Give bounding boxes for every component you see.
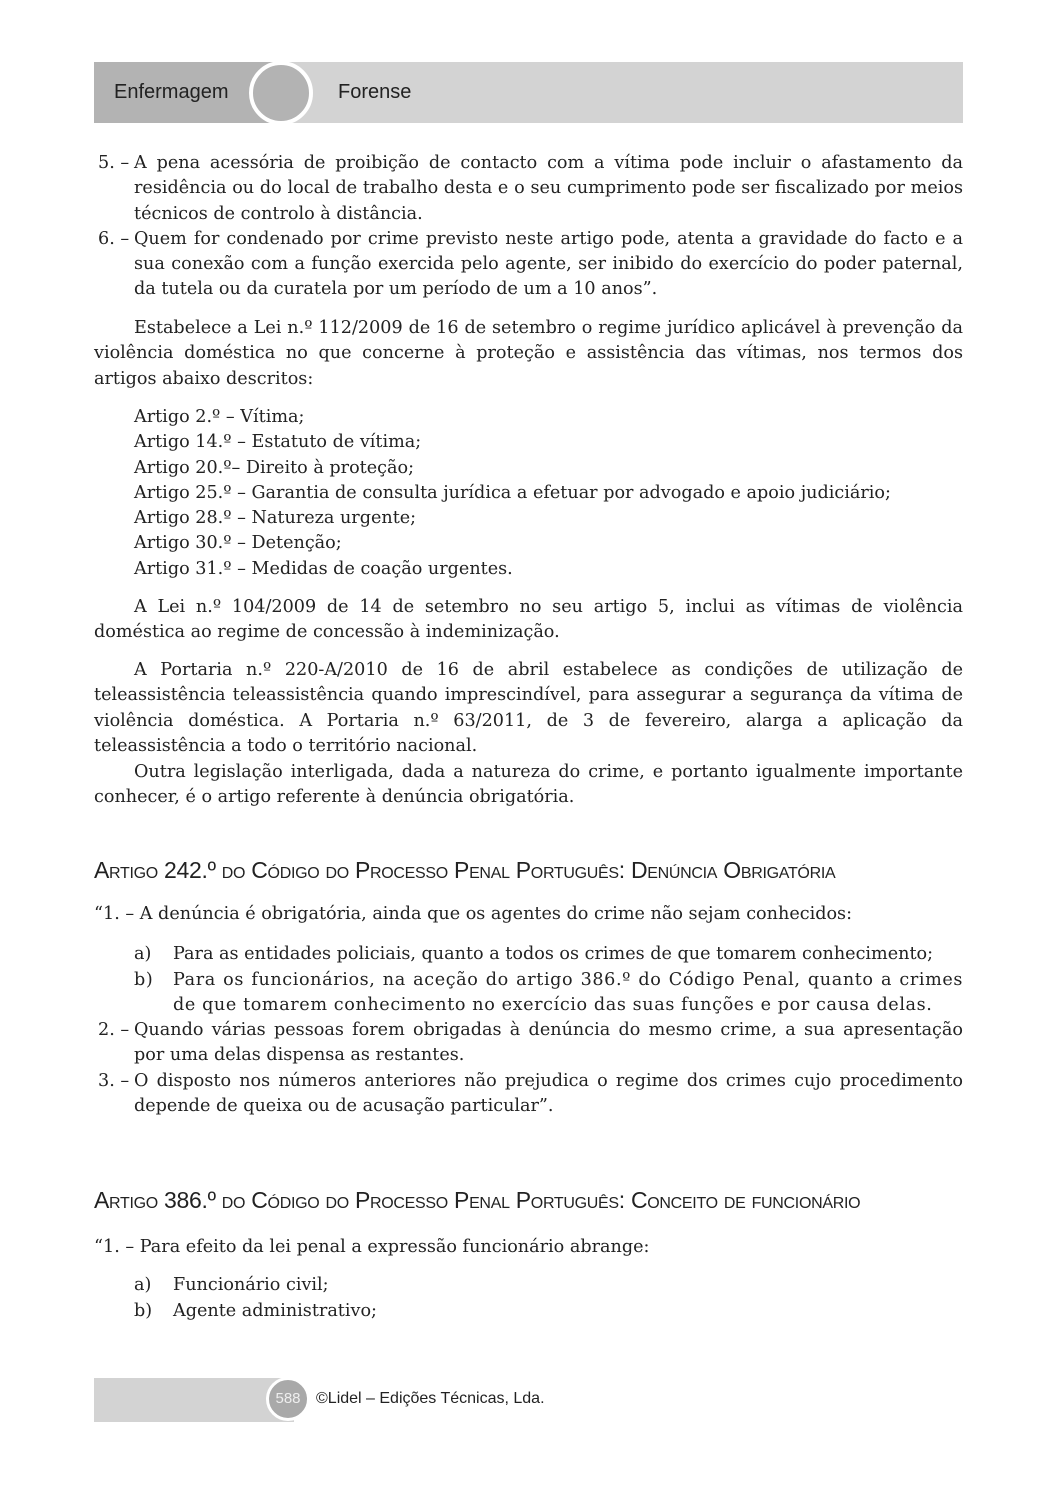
sub-item — [94, 1299, 963, 1324]
item-text: A pena acessória de proibição de contacto com a vítima pode incluir o afastamento da residência ou do local de trabalho desta e o seu cumprimento pode ser fiscalizado por meios técnicos de controlo à distância. — [134, 153, 963, 224]
item-number: 2. – — [98, 1020, 130, 1041]
paragraph: A Portaria n.º 220-A/2010 de 16 de abril estabelece as condições de utilização de teleassistência teleassistência quando imprescindível, para assegurar a segurança da vítima de violência doméstica. A Portaria n.º 63/2011, de 3 de fevereiro, alarga a aplicação da teleassistência a todo o território nacional. — [94, 660, 963, 756]
sub-item — [94, 968, 963, 1019]
sub-text: Agente administrativo; — [173, 1300, 377, 1321]
sub-letter: a) — [134, 1275, 152, 1296]
quote-intro: “1. – A denúncia é obrigatória, ainda que os agentes do crime não sejam conhecidos: — [94, 904, 853, 924]
sub-letter: b) — [134, 1300, 153, 1321]
sub-letter: b) — [134, 969, 154, 990]
section-heading: Artigo 386.º do Código do Processo Penal Português: Conceito de funcionário — [94, 1187, 861, 1213]
artigo-item: Artigo 14.º – Estatuto de vítima; — [134, 432, 422, 453]
section-body — [94, 1235, 963, 1324]
running-header — [94, 62, 963, 123]
header-book-title-left: Enfermagem — [114, 81, 229, 103]
artigo-item: Artigo 28.º – Natureza urgente; — [134, 508, 417, 529]
paragraph: Estabelece a Lei n.º 112/2009 de 16 de setembro o regime jurídico aplicável à prevenção da violência doméstica no que concerne à proteção e assistência das vítimas, nos termos dos artigos abaixo descritos: — [94, 318, 963, 389]
sub-item — [94, 1273, 963, 1298]
artigo-item: Artigo 20.º– Direito à proteção; — [134, 457, 415, 478]
page-number: 588 — [266, 1377, 310, 1421]
sub-text: Para os funcionários, na aceção do artigo 386.º do Código Penal, quanto a crimes de que tomarem conhecimento no exercício das suas funções e por causa delas. — [173, 969, 963, 1015]
section-heading: Artigo 242.º do Código do Processo Penal Português: Denúncia Obrigatória — [94, 857, 836, 883]
list-item — [94, 1069, 963, 1120]
item-number: 3. – — [98, 1070, 130, 1091]
item-text: Quem for condenado por crime previsto neste artigo pode, atenta a gravidade do facto e a sua conexão com a função exercida pelo agente, ser inibido do exercício do poder paternal, da tutela ou da curatela por um período de um a 10 anos”. — [134, 228, 963, 300]
paragraph: Outra legislação interligada, dada a natureza do crime, e portanto igualmente importante conhecer, é o artigo referente à denúncia obrigatória. — [94, 762, 963, 808]
sub-text: Funcionário civil; — [173, 1275, 329, 1296]
artigo-item: Artigo 31.º – Medidas de coação urgentes. — [134, 558, 513, 579]
paragraph: A Lei n.º 104/2009 de 14 de setembro no seu artigo 5, inclui as vítimas de violência doméstica ao regime de concessão à indeminização. — [94, 597, 963, 643]
footer-publisher: ©Lidel – Edições Técnicas, Lda. — [316, 1390, 545, 1407]
item-text: Quando várias pessoas forem obrigadas à denúncia do mesmo crime, a sua apresentação por uma delas dispensa as restantes. — [134, 1020, 963, 1066]
quote-intro: “1. – Para efeito da lei penal a expressão funcionário abrange: — [94, 1237, 650, 1257]
sub-text: Para as entidades policiais, quanto a todos os crimes de que tomarem conhecimento; — [173, 944, 934, 965]
numbered-items-top — [94, 151, 963, 303]
sub-item — [94, 942, 963, 967]
item-number: 6. – — [98, 228, 130, 249]
sub-letter: a) — [134, 944, 152, 965]
header-circle — [249, 61, 313, 125]
item-number: 5. – — [98, 153, 130, 173]
artigo-item: Artigo 25.º – Garantia de consulta jurídica a efetuar por advogado e apoio judiciário; — [134, 482, 891, 503]
section-body — [94, 902, 963, 1119]
header-book-title-right: Forense — [338, 81, 412, 103]
artigo-item: Artigo 2.º – Vítima; — [134, 407, 305, 427]
artigos-list — [94, 405, 963, 582]
list-item — [94, 1018, 963, 1069]
artigo-item: Artigo 30.º – Detenção; — [134, 533, 342, 554]
item-text: O disposto nos números anteriores não prejudica o regime dos crimes cujo procedimento depende de queixa ou de acusação particular”. — [134, 1070, 963, 1117]
footer-band — [94, 1378, 294, 1422]
list-item — [94, 227, 963, 303]
list-item — [94, 151, 963, 227]
